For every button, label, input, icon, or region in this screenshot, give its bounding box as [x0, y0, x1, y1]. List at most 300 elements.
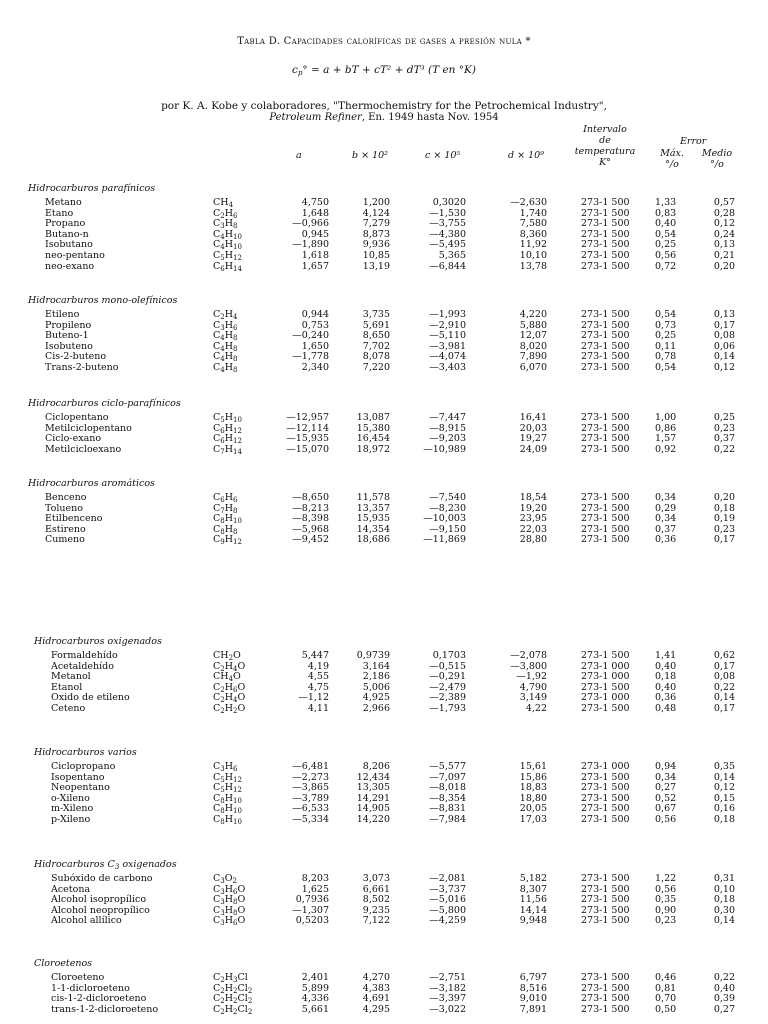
cell-a: 2,340: [301, 362, 329, 373]
compound-name: Benceno: [45, 492, 87, 503]
cell-b: 12,434: [356, 771, 390, 783]
cell-formula: $C_8H_{10}$: [213, 792, 242, 805]
cell-a: —5,334: [292, 814, 329, 825]
cell-d: 24,09: [519, 443, 547, 455]
cell-mean: 0,19: [713, 513, 735, 525]
cell-c: —7,447: [429, 412, 466, 423]
cell-d: 9,010: [519, 993, 547, 1005]
cell-b: 9,936: [362, 239, 390, 251]
cell-max: 0,35: [655, 894, 677, 906]
cell-b: 7,220: [362, 362, 390, 373]
cell-a: 0,945: [301, 228, 329, 240]
compound-name: Formaldehído: [51, 650, 118, 661]
cell-range: 273-1 500: [581, 904, 630, 916]
compound-name: Cis-2-buteno: [45, 351, 107, 363]
cell-formula: $C_6H_{14}$: [213, 260, 242, 273]
compound-name: Alcohol neopropílico: [51, 904, 150, 916]
compound-name: Etilbenceno: [45, 513, 103, 525]
section-title: Hidrocarburos oxigenados: [34, 636, 162, 647]
cell-d: 16,41: [519, 412, 547, 423]
cell-formula: $CH_4$: [213, 197, 234, 209]
cell-formula: $C_8H_{10}$: [213, 814, 242, 826]
cell-a: 4,55: [307, 671, 329, 683]
cell-max: 0,94: [655, 761, 677, 772]
cell-range: 273-1 500: [581, 340, 630, 352]
cell-c: —2,389: [429, 692, 466, 704]
cell-b: 11,578: [356, 492, 390, 503]
compound-name: Acetona: [51, 883, 91, 895]
cell-max: 0,54: [655, 362, 677, 373]
cell-max: 0,34: [655, 492, 677, 503]
col-header-c: c × 10⁵: [425, 150, 461, 161]
cell-mean: 0,12: [713, 218, 735, 230]
compound-name: Alcohol isopropílico: [51, 894, 147, 906]
cell-d: 10,10: [519, 250, 547, 261]
cell-mean: 0,10: [713, 883, 735, 895]
cell-b: 8,502: [362, 894, 390, 906]
cell-formula: $C_2H_2O$: [213, 703, 246, 715]
cell-b: 4,925: [362, 692, 390, 704]
cell-c: —8,831: [429, 803, 466, 815]
compound-name: Buteno-1: [45, 330, 89, 342]
cell-formula: $C_3H_6O$: [213, 915, 246, 928]
cell-c: —11,869: [423, 534, 466, 546]
cell-formula: $C_3O_2$: [213, 873, 238, 885]
cell-mean: 0,21: [713, 250, 735, 261]
cell-c: —9,203: [429, 433, 466, 445]
cell-range: 273-1 500: [581, 228, 630, 240]
cell-b: 8,078: [362, 351, 390, 363]
cell-range: 273-1 500: [581, 250, 630, 261]
cell-c: —2,910: [429, 319, 466, 331]
cell-max: 0,50: [655, 1003, 677, 1015]
cell-mean: 0,57: [713, 197, 735, 208]
cell-formula: $C_5H_{12}$: [213, 771, 242, 784]
cell-range: 273-1 500: [581, 239, 630, 251]
compound-name: Butano-n: [45, 228, 89, 240]
compound-name: Acetaldehído: [51, 660, 114, 672]
cell-b: 10,85: [362, 250, 390, 261]
cell-max: 0,34: [655, 513, 677, 525]
section-title: Hidrocarburos $C_3$ oxigenados: [34, 859, 177, 871]
cell-c: —8,018: [429, 782, 466, 794]
cell-mean: 0,25: [713, 412, 735, 423]
cell-d: 28,80: [519, 534, 547, 546]
cell-mean: 0,14: [713, 771, 735, 783]
cell-range: 273-1 500: [581, 982, 630, 994]
cell-a: 1,648: [301, 207, 329, 219]
cell-max: 0,86: [655, 422, 677, 434]
cell-c: —3,182: [429, 982, 466, 994]
cell-mean: 0,27: [713, 1003, 735, 1015]
cell-max: 0,83: [655, 207, 677, 219]
cell-a: 4,11: [307, 703, 329, 714]
cell-b: 16,454: [356, 433, 390, 445]
cell-range: 273-1 500: [581, 492, 630, 503]
cell-a: 1,657: [301, 260, 329, 272]
cell-range: 273-1 500: [581, 972, 630, 983]
cell-mean: 0,22: [713, 681, 735, 693]
compound-name: Oxido de etileno: [51, 692, 130, 704]
cell-b: 9,235: [362, 904, 390, 916]
source-line-2: [0, 112, 768, 123]
cell-b: 1,200: [362, 197, 390, 208]
cell-b: 3,735: [362, 309, 390, 320]
cell-b: 4,270: [362, 972, 390, 983]
cell-mean: 0,13: [713, 239, 735, 251]
cell-a: 5,899: [301, 982, 329, 994]
source-line-1: por K. A. Kobe y colaboradores, "Thermochemistry for the Petrochemical Industry",: [161, 100, 607, 112]
cell-b: 15,380: [356, 422, 390, 434]
col-header-b: b × 10²: [352, 150, 388, 161]
cell-a: 4,75: [307, 681, 329, 693]
cell-mean: 0,12: [713, 782, 735, 794]
compound-name: Ceteno: [51, 703, 86, 714]
section-title: Hidrocarburos ciclo-parafínicos: [28, 398, 181, 409]
compound-name: Propileno: [45, 319, 92, 331]
cell-b: 4,295: [362, 1003, 390, 1015]
cell-formula: $C_4H_8$: [213, 362, 238, 374]
cell-d: 17,03: [519, 814, 547, 825]
cell-mean: 0,18: [713, 894, 735, 906]
cell-b: 14,905: [356, 803, 390, 815]
cell-a: 1,650: [301, 340, 329, 352]
col-header-d: d × 10⁹: [508, 150, 544, 161]
compound-name: Isobuteno: [45, 340, 93, 352]
cell-mean: 0,17: [713, 319, 735, 331]
cell-c: 5,365: [438, 250, 466, 261]
cell-max: 0,37: [655, 523, 677, 535]
col-header-mean: Medio °/o: [701, 148, 733, 170]
cell-c: —3,397: [429, 993, 466, 1005]
cell-formula: $C_3H_8$: [213, 218, 238, 231]
cell-formula: $C_4H_8$: [213, 330, 238, 343]
compound-name: Alcohol allílico: [51, 915, 122, 927]
cell-a: 4,336: [301, 993, 329, 1005]
cell-a: 8,203: [301, 873, 329, 884]
cell-d: —2,078: [510, 650, 547, 661]
cell-max: 0,56: [655, 250, 677, 261]
source-journal: Petroleum Refiner: [269, 112, 362, 123]
cell-mean: 0,12: [713, 362, 735, 373]
cell-c: —5,495: [429, 239, 466, 251]
cell-range: 273-1 500: [581, 433, 630, 445]
cell-c: —2,081: [429, 873, 466, 884]
table-title: Tabla D. Capacidades caloríficas de gases a presión nula *: [237, 36, 531, 47]
cell-formula: $C_3H_6$: [213, 319, 238, 332]
cell-formula: $C_2H_4O$: [213, 660, 246, 673]
cell-d: 18,80: [519, 792, 547, 804]
cell-b: 13,357: [356, 502, 390, 514]
compound-name: Trans-2-buteno: [45, 362, 119, 373]
cell-b: 14,291: [356, 792, 390, 804]
cell-range: 273-1 500: [581, 650, 630, 661]
cell-c: —4,074: [429, 351, 466, 363]
compound-name: neo-pentano: [45, 250, 105, 261]
cell-d: 18,83: [519, 782, 547, 794]
cell-d: 20,03: [519, 422, 547, 434]
cell-c: —3,403: [429, 362, 466, 373]
cell-b: 14,354: [356, 523, 390, 535]
cell-b: 8,206: [362, 761, 390, 772]
cell-b: 7,702: [362, 340, 390, 352]
cell-b: 13,087: [356, 412, 390, 423]
cell-c: —1,530: [429, 207, 466, 219]
cell-formula: $C_8H_{10}$: [213, 513, 242, 526]
cell-mean: 0,20: [713, 492, 735, 503]
cell-a: 4,19: [307, 660, 329, 672]
cell-mean: 0,13: [713, 309, 735, 320]
cell-c: —10,003: [423, 513, 466, 525]
cell-a: —1,778: [292, 351, 329, 363]
cell-c: —0,291: [429, 671, 466, 683]
cell-max: 0,90: [655, 904, 677, 916]
cell-range: 273-1 500: [581, 681, 630, 693]
cell-range: 273-1 500: [581, 523, 630, 535]
cell-mean: 0,35: [713, 761, 735, 772]
compound-name: Metano: [45, 197, 82, 208]
cell-range: 273-1 500: [581, 218, 630, 230]
cell-b: 0,9739: [356, 650, 390, 661]
cell-formula: $C_6H_{12}$: [213, 433, 242, 446]
cell-a: 4,750: [301, 197, 329, 208]
cell-c: —7,097: [429, 771, 466, 783]
cell-a: —8,398: [292, 513, 329, 525]
compound-name: 1-1-dicloroeteno: [51, 982, 130, 994]
section-title: Hidrocarburos aromáticos: [28, 478, 155, 489]
cell-range: 273-1 500: [581, 915, 630, 927]
cell-c: —6,844: [429, 260, 466, 272]
cell-c: 0,1703: [432, 650, 466, 661]
cell-formula: $C_2H_6O$: [213, 681, 246, 694]
cell-max: 0,36: [655, 534, 677, 546]
cell-mean: 0,17: [713, 660, 735, 672]
cell-c: —2,479: [429, 681, 466, 693]
cell-mean: 0,28: [713, 207, 735, 219]
cell-formula: $C_3H_8O$: [213, 894, 246, 907]
col-header-error: Error: [680, 136, 707, 147]
cell-formula: $C_8H_8$: [213, 523, 238, 536]
cell-d: 8,360: [519, 228, 547, 240]
cell-b: 7,279: [362, 218, 390, 230]
cell-max: 0,34: [655, 771, 677, 783]
cell-range: 273-1 500: [581, 703, 630, 714]
cell-d: 6,070: [519, 362, 547, 373]
cell-formula: $CH_4O$: [213, 671, 241, 684]
cell-d: 5,880: [519, 319, 547, 331]
cell-b: 4,691: [362, 993, 390, 1005]
compound-name: Ciclopropano: [51, 761, 116, 772]
cell-a: —12,114: [286, 422, 329, 434]
cell-c: —7,540: [429, 492, 466, 503]
cell-max: 0,11: [655, 340, 677, 352]
cell-d: 1,740: [519, 207, 547, 219]
cell-mean: 0,08: [713, 671, 735, 683]
cell-range: 273-1 500: [581, 443, 630, 455]
cell-b: 7,122: [362, 915, 390, 927]
cell-formula: $C_2H_2Cl_2$: [213, 993, 253, 1006]
cell-range: 273-1 500: [581, 782, 630, 794]
cell-mean: 0,15: [713, 792, 735, 804]
section-title: Hidrocarburos mono-olefínicos: [28, 295, 178, 306]
cell-b: 6,661: [362, 883, 390, 895]
cell-a: —0,240: [292, 330, 329, 342]
compound-name: Propano: [45, 218, 86, 230]
cell-mean: 0,37: [713, 433, 735, 445]
cell-b: 14,220: [356, 814, 390, 825]
cell-a: —3,789: [292, 792, 329, 804]
cell-max: 0,56: [655, 883, 677, 895]
cell-range: 273-1 000: [581, 660, 630, 672]
cell-max: 0,52: [655, 792, 677, 804]
cell-d: 13,78: [519, 260, 547, 272]
cell-mean: 0,62: [713, 650, 735, 661]
cell-range: 273-1 500: [581, 351, 630, 363]
cell-formula: $C_5H_{10}$: [213, 412, 242, 424]
cell-max: 1,00: [655, 412, 677, 423]
cell-mean: 0,18: [713, 502, 735, 514]
cell-b: 5,006: [362, 681, 390, 693]
cell-range: 273-1 500: [581, 513, 630, 525]
cell-a: 0,7936: [295, 894, 329, 906]
cell-c: —1,793: [429, 703, 466, 714]
cell-c: —9,150: [429, 523, 466, 535]
cell-mean: 0,18: [713, 814, 735, 825]
cell-d: 19,27: [519, 433, 547, 445]
cell-a: —9,452: [292, 534, 329, 546]
cell-mean: 0,24: [713, 228, 735, 240]
cell-formula: $C_2H_4O$: [213, 692, 246, 705]
cell-c: —3,737: [429, 883, 466, 895]
col-header-a: a: [296, 150, 302, 161]
cell-a: —6,533: [292, 803, 329, 815]
cell-mean: 0,14: [713, 351, 735, 363]
cell-b: 8,650: [362, 330, 390, 342]
cell-formula: $C_3H_8O$: [213, 904, 246, 917]
cell-c: —5,110: [429, 330, 466, 342]
cell-mean: 0,16: [713, 803, 735, 815]
compound-name: Metilciclopentano: [45, 422, 132, 434]
cell-range: 273-1 500: [581, 771, 630, 783]
cell-a: —12,957: [286, 412, 329, 423]
cell-formula: $C_8H_{10}$: [213, 803, 242, 816]
cell-max: 0,78: [655, 351, 677, 363]
compound-name: Metilcicloexano: [45, 443, 122, 455]
compound-name: Subóxido de carbono: [51, 873, 153, 884]
cell-range: 273-1 500: [581, 883, 630, 895]
cell-mean: 0,22: [713, 443, 735, 455]
cell-max: 0,40: [655, 681, 677, 693]
col-header-max: Máx. °/o: [660, 148, 684, 170]
cell-max: 0,36: [655, 692, 677, 704]
cell-d: 8,020: [519, 340, 547, 352]
cell-b: 18,972: [356, 443, 390, 455]
cell-max: 0,54: [655, 309, 677, 320]
compound-name: trans-1-2-dicloroeteno: [51, 1003, 159, 1015]
cell-max: 0,18: [655, 671, 677, 683]
cell-d: 18,54: [519, 492, 547, 503]
cell-d: 23,95: [519, 513, 547, 525]
cell-a: —2,273: [292, 771, 329, 783]
cell-c: —5,577: [429, 761, 466, 772]
cell-c: 0,3020: [432, 197, 466, 208]
cell-d: 20,05: [519, 803, 547, 815]
cell-c: —4,380: [429, 228, 466, 240]
cell-formula: $C_3H_6O$: [213, 883, 246, 896]
compound-name: neo-exano: [45, 260, 95, 272]
cell-max: 1,41: [655, 650, 677, 661]
cell-a: —6,481: [292, 761, 329, 772]
cell-range: 273-1 500: [581, 422, 630, 434]
cell-range: 273-1 500: [581, 412, 630, 423]
compound-name: m-Xileno: [51, 803, 94, 815]
cell-b: 2,966: [362, 703, 390, 714]
cell-formula: $C_7H_{14}$: [213, 443, 242, 456]
compound-name: o-Xileno: [51, 792, 90, 804]
cell-mean: 0,31: [713, 873, 735, 884]
compound-name: Cloroeteno: [51, 972, 105, 983]
cell-formula: $C_6H_6$: [213, 492, 238, 504]
cell-d: 15,61: [519, 761, 547, 772]
cell-range: 273-1 000: [581, 761, 630, 772]
cell-range: 273-1 500: [581, 197, 630, 208]
cell-a: —8,213: [292, 502, 329, 514]
cell-c: —10,989: [423, 443, 466, 455]
cell-c: —8,915: [429, 422, 466, 434]
cell-b: 3,073: [362, 873, 390, 884]
compound-name: p-Xileno: [51, 814, 91, 825]
cell-max: 0,56: [655, 814, 677, 825]
cell-range: 273-1 500: [581, 993, 630, 1005]
compound-name: Isobutano: [45, 239, 93, 251]
cell-mean: 0,22: [713, 972, 735, 983]
cell-max: 1,22: [655, 873, 677, 884]
cell-mean: 0,39: [713, 993, 735, 1005]
cell-range: 273-1 500: [581, 814, 630, 825]
cell-max: 1,33: [655, 197, 677, 208]
cell-formula: $C_7H_8$: [213, 502, 238, 515]
cell-mean: 0,17: [713, 534, 735, 546]
cell-max: 0,46: [655, 972, 677, 983]
cell-formula: $C_2H_6$: [213, 207, 238, 220]
cell-formula: $C_2H_3Cl$: [213, 972, 248, 984]
cell-range: 273-1 500: [581, 803, 630, 815]
compound-name: Estireno: [45, 523, 86, 535]
cell-c: —5,016: [429, 894, 466, 906]
cell-a: —1,890: [292, 239, 329, 251]
cell-a: —15,935: [286, 433, 329, 445]
cell-formula: $C_2H_2Cl_2$: [213, 1003, 253, 1016]
cell-mean: 0,23: [713, 523, 735, 535]
cell-d: 19,20: [519, 502, 547, 514]
cell-range: 273-1 500: [581, 362, 630, 373]
cell-mean: 0,14: [713, 915, 735, 927]
cell-a: 1,625: [301, 883, 329, 895]
cell-b: 13,19: [362, 260, 390, 272]
cell-d: 11,56: [519, 894, 547, 906]
section-title: Hidrocarburos parafínicos: [28, 183, 156, 194]
cell-d: —1,92: [516, 671, 547, 683]
cell-d: 22,03: [519, 523, 547, 535]
cell-range: 273-1 500: [581, 1003, 630, 1015]
cell-b: 3,164: [362, 660, 390, 672]
cell-a: —8,650: [292, 492, 329, 503]
col-header-interval: Intervalo de temperatura K°: [574, 124, 636, 168]
cell-formula: $C_6H_{12}$: [213, 422, 242, 435]
cell-d: 4,220: [519, 309, 547, 320]
cell-max: 0,25: [655, 239, 677, 251]
cell-d: 6,797: [519, 972, 547, 983]
